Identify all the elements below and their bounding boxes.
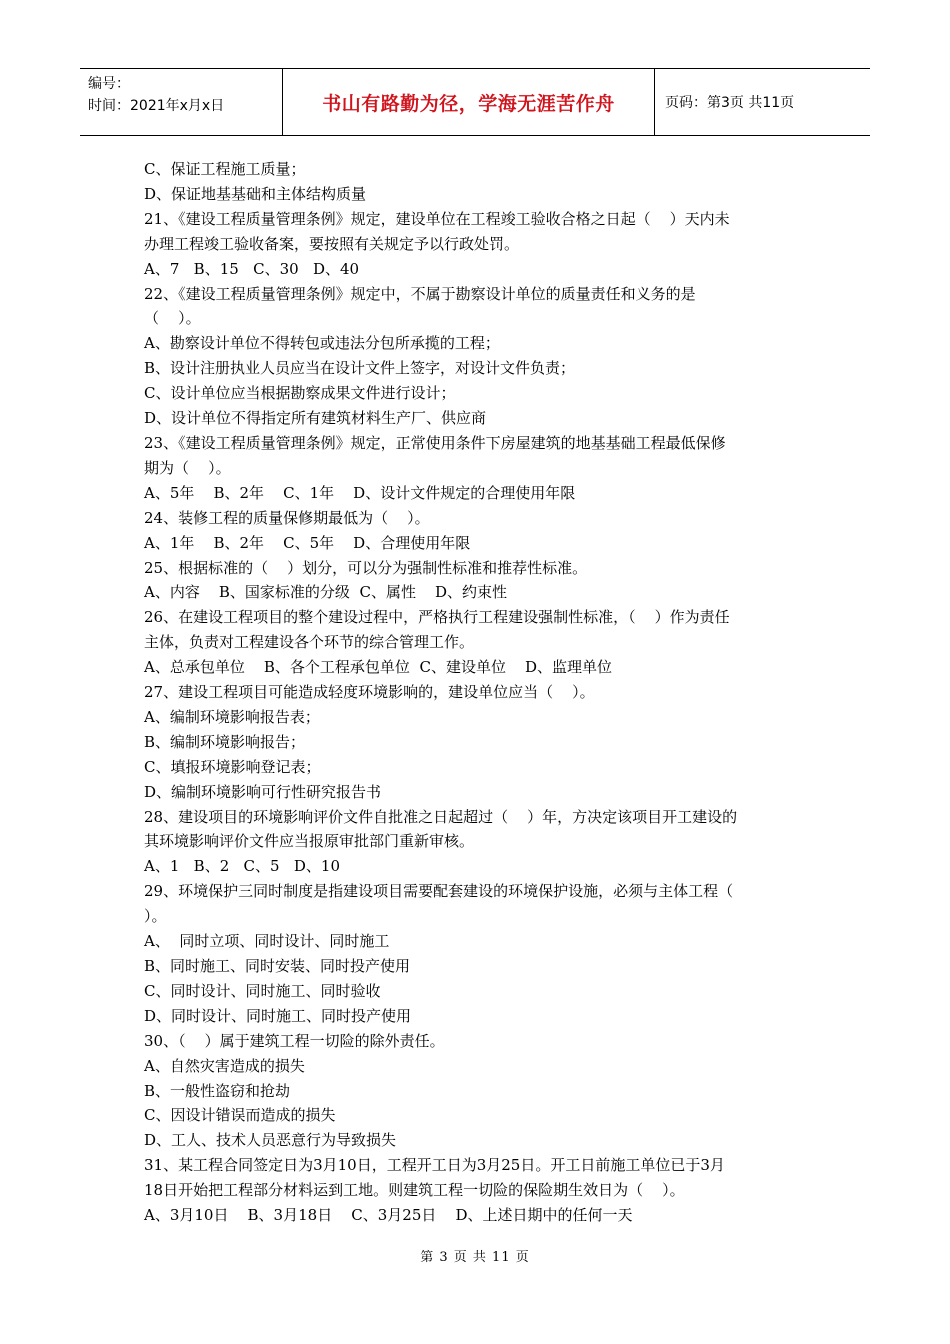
text-line: 21、《建设工程质量管理条例》规定，建设单位在工程竣工验收合格之日起（ ）天内未 <box>144 209 730 228</box>
text-line: C、同时设计、同时施工、同时验收 <box>144 981 381 1000</box>
text-line: 24、装修工程的质量保修期最低为（ ）。 <box>144 508 430 527</box>
text-line: B、同时施工、同时安装、同时投产使用 <box>144 957 411 975</box>
text-line: A、自然灾害造成的损失 <box>144 1056 305 1075</box>
text-line: 22、《建设工程质量管理条例》规定中，不属于勘察设计单位的质量责任和义务的是 <box>144 284 696 303</box>
text-line: 28、建设项目的环境影响评价文件自批准之日起超过（ ）年，方决定该项目开工建设的 <box>144 807 738 826</box>
text-line: 27、建设工程项目可能造成轻度环境影响的，建设单位应当（ ）。 <box>144 683 595 702</box>
document-body <box>144 157 810 1228</box>
header-motto: 书山有路勤为径，学海无涯苦作舟 <box>283 69 655 135</box>
text-line: 办理工程竣工验收备案，要按照有关规定予以行政处罚。 <box>144 234 520 253</box>
text-line: C、保证工程施工质量； <box>144 160 306 178</box>
text-line: 26、在建设工程项目的整个建设过程中，严格执行工程建设强制性标准，（ ）作为责任 <box>144 608 730 627</box>
text-line: C、因设计错误而造成的损失 <box>144 1106 336 1125</box>
text-line: B、设计注册执业人员应当在设计文件上签字，对设计文件负责； <box>144 359 576 378</box>
text-line: 18日开始把工程部分材料运到工地。则建筑工程一切险的保险期生效日为（ ）。 <box>144 1181 685 1200</box>
text-line: 29、环境保护三同时制度是指建设项目需要配套建设的环境保护设施，必须与主体工程（ <box>144 882 734 901</box>
text-line: C、设计单位应当根据勘察成果文件进行设计； <box>144 384 456 403</box>
text-line: ）。 <box>144 907 167 926</box>
text-line: A、1年 B、2年 C、5年 D、合理使用年限 <box>144 533 471 552</box>
text-line: A、编制环境影响报告表； <box>144 707 320 726</box>
text-line: A、 同时立项、同时设计、同时施工 <box>144 932 390 951</box>
text-line: D、设计单位不得指定所有建筑材料生产厂、供应商 <box>144 409 487 428</box>
text-line: B、编制环境影响报告； <box>144 732 306 751</box>
text-line: 25、根据标准的（ ）划分，可以分为强制性标准和推荐性标准。 <box>144 558 588 577</box>
page-footer: 第 3 页 共 11 页 <box>420 1250 530 1265</box>
text-line: 23、《建设工程质量管理条例》规定，正常使用条件下房屋建筑的地基基础工程最低保修 <box>144 433 726 452</box>
text-line: D、工人、技术人员恶意行为导致损失 <box>144 1131 397 1150</box>
text-line: A、内容 B、国家标准的分级 C、属性 D、约束性 <box>144 583 508 602</box>
text-line: D、同时设计、同时施工、同时投产使用 <box>144 1006 412 1025</box>
page-header <box>80 68 870 136</box>
text-line: （ ）。 <box>144 309 201 328</box>
text-line: D、保证地基基础和主体结构质量 <box>144 184 367 203</box>
header-meta <box>80 69 283 135</box>
text-line: 期为（ ）。 <box>144 458 231 477</box>
text-line: 主体，负责对工程建设各个环节的综合管理工作。 <box>144 633 475 652</box>
header-page-info: 页码：第3页 共11页 <box>665 95 795 111</box>
header-number: 编号： <box>88 76 130 92</box>
text-line: 其环境影响评价文件应当报原审批部门重新审核。 <box>144 832 475 851</box>
text-line: A、5年 B、2年 C、1年 D、设计文件规定的合理使用年限 <box>144 483 576 502</box>
text-line: 30、（ ）属于建筑工程一切险的除外责任。 <box>144 1031 445 1050</box>
text-line: A、总承包单位 B、各个工程承包单位 C、建设单位 D、监理单位 <box>144 658 613 677</box>
text-line: A、勘察设计单位不得转包或违法分包所承揽的工程； <box>144 334 500 353</box>
text-line: A、7 B、15 C、30 D、40 <box>144 259 360 278</box>
header-time: 时间：2021年x月x日 <box>88 98 225 114</box>
text-line: A、1 B、2 C、5 D、10 <box>144 857 340 876</box>
text-line: A、3月10日 B、3月18日 C、3月25日 D、上述日期中的任何一天 <box>144 1206 633 1225</box>
text-line: 31、某工程合同签定日为3月10日，工程开工日为3月25日。开工日前施工单位已于3月 <box>144 1156 725 1175</box>
text-line: C、填报环境影响登记表； <box>144 757 321 776</box>
text-line: D、编制环境影响可行性研究报告书 <box>144 782 382 801</box>
text-line: B、一般性盗窃和抢劫 <box>144 1081 291 1100</box>
